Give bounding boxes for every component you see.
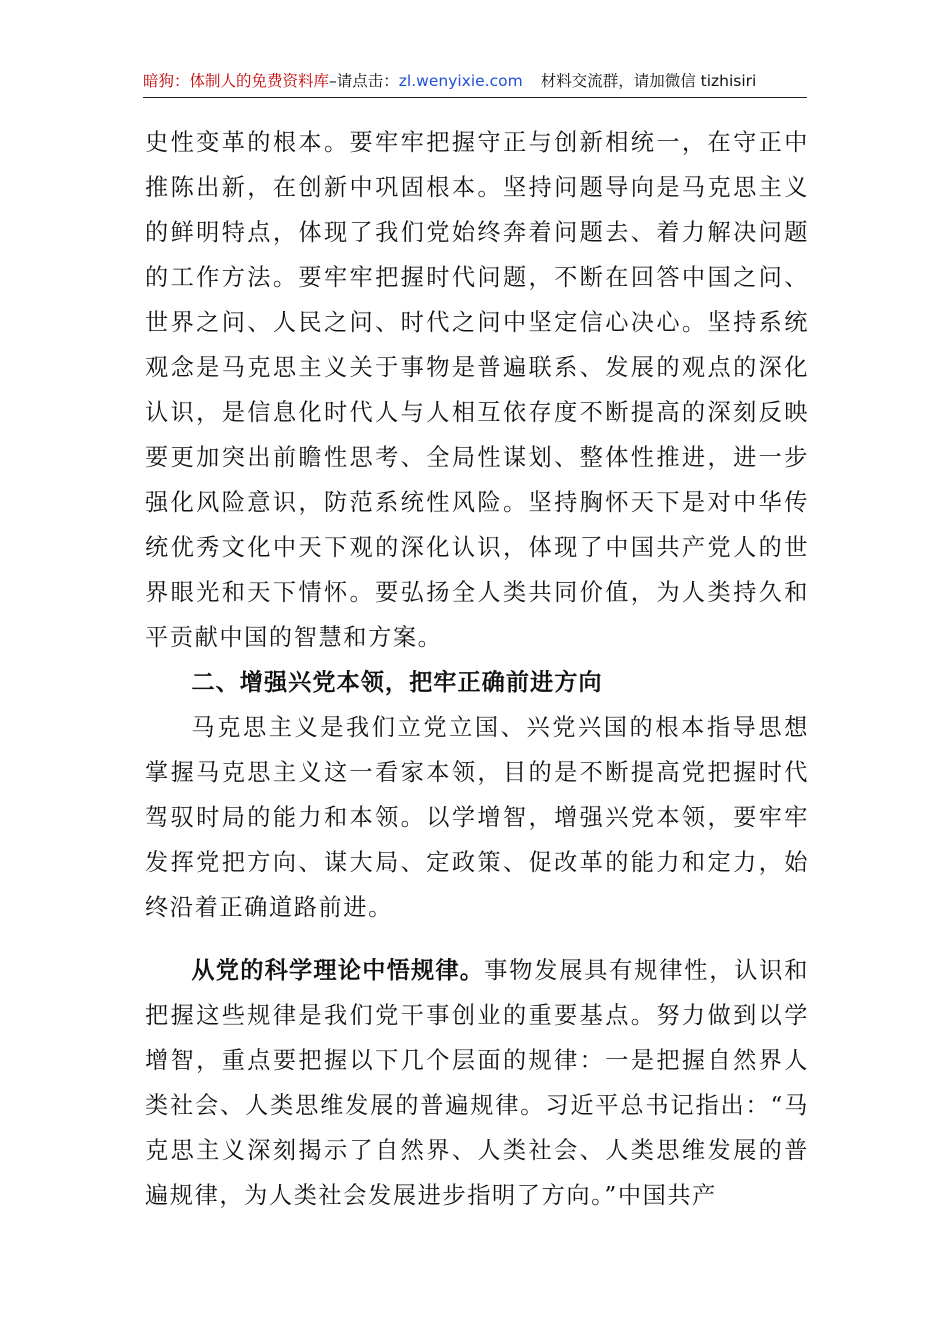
- paragraph-lead-phrase: 从党的科学理论中悟规律。: [191, 957, 485, 984]
- header-wechat-note: 材料交流群，请加微信 tizhisiri: [540, 72, 757, 90]
- paragraph-laws: [145, 948, 809, 1218]
- paragraph-gap: [145, 930, 809, 948]
- paragraph-section-2-intro: 马克思主义是我们立党立国、兴党兴国的根本指导思想掌握马克思主义这一看家本领，目的是不断提高党把握时代驾驭时局的能力和本领。以学增智，增强兴党本领，要牢牢发挥党把方向、谋大局、定政策、促改革的能力和定力，始终沿着正确道路前进。: [145, 714, 809, 921]
- paragraph-laws-text: 事物发展具有规律性，认识和把握这些规律是我们党干事创业的重要基点。努力做到以学增智，重点要把握以下几个层面的规律：一是把握自然界人类社会、人类思维发展的普遍规律。习近平总书记指出：“马克思主义深刻揭示了自然界、人类社会、人类思维发展的普遍规律，为人类社会发展进步指明了方向。”中国共产: [145, 957, 809, 1209]
- document-body: [145, 120, 809, 1218]
- header-site-link[interactable]: zl.wenyixie.com: [398, 72, 523, 90]
- page-header: [143, 69, 807, 98]
- paragraph-continuation: 史性变革的根本。要牢牢把握守正与创新相统一，在守正中推陈出新，在创新中巩固根本。坚持问题导向是马克思主义的鲜明特点，体现了我们党始终奔着问题去、着力解决问题的工作方法。要牢牢把握时代问题，不断在回答中国之问、世界之问、人民之问、时代之问中坚定信心决心。坚持系统观念是马克思主义关于事物是普遍联系、发展的观点的深化认识，是信息化时代人与人相互依存度不断提高的深刻反映要更加突出前瞻性思考、全局性谋划、整体性推进，进一步强化风险意识，防范系统性风险。坚持胸怀天下是对中华传统优秀文化中天下观的深化认识，体现了中国共产党人的世界眼光和天下情怀。要弘扬全人类共同价值，为人类持久和平贡献中国的智慧和方案。: [145, 129, 809, 651]
- header-click-prompt: –请点击：: [329, 72, 399, 90]
- header-brand: 暗狗：体制人的免费资料库: [143, 72, 330, 90]
- section-heading-2: 二、增强兴党本领，把牢正确前进方向: [191, 669, 603, 696]
